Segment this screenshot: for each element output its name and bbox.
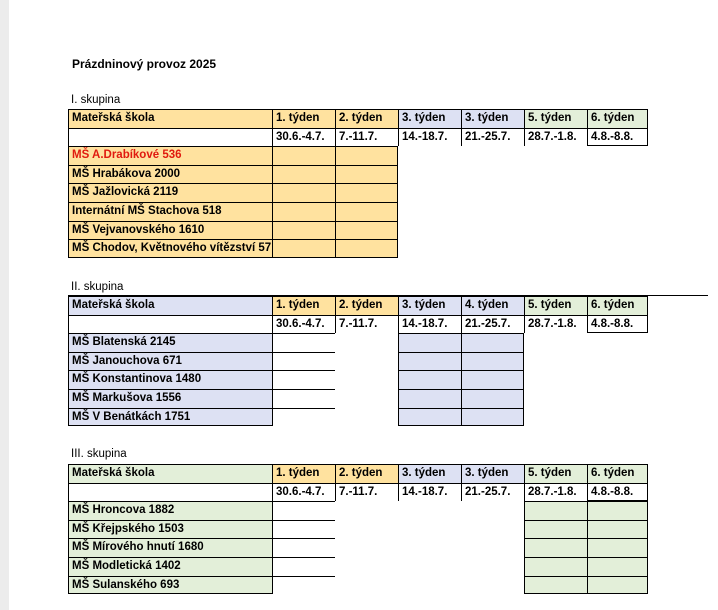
week-header: 3. týden [398,296,461,315]
week-cell [524,576,587,595]
week-header: 4. týden [461,296,524,315]
week-header: 6. týden [587,109,648,128]
spacer-cell [272,520,335,539]
school-row [68,370,648,389]
date-range: 14.-18.7. [398,315,461,334]
spacer-cell [272,538,335,557]
week-cell [587,557,648,576]
school-row [68,239,648,258]
spacer-cell [335,557,398,576]
week-header: 6. týden [587,296,648,315]
header-row [68,296,648,315]
week-header: 3. týden [398,464,461,483]
school-row [68,520,648,539]
date-range: 30.6.-4.7. [272,315,335,334]
school-row [68,146,648,165]
spacer-cell [335,408,398,427]
week-cell [587,520,648,539]
week-header: 2. týden [335,296,398,315]
empty-cell [68,128,272,147]
school-name: MŠ Sulanského 693 [68,576,272,595]
date-range: 7.-11.7. [335,315,398,334]
week-header: 3. týden [461,109,524,128]
week-cell [335,239,398,258]
week-cell [398,352,461,371]
school-name: MŠ Vejvanovského 1610 [68,221,272,240]
week-header: 6. týden [587,464,648,483]
header-row [68,464,648,483]
spacer-cell [272,557,335,576]
spacer-cell [398,501,461,520]
date-range: 21.-25.7. [461,315,524,334]
spacer-cell [335,520,398,539]
school-row [68,183,648,202]
week-cell [398,408,461,427]
spacer-cell [272,501,335,520]
week-header: 5. týden [524,296,587,315]
spacer-cell [461,520,524,539]
spacer-cell [461,501,524,520]
page-edge [0,0,9,610]
week-header: 3. týden [461,464,524,483]
date-range: 21.-25.7. [461,128,524,147]
date-range: 7.-11.7. [335,483,398,502]
date-range: 14.-18.7. [398,483,461,502]
spacer-cell [272,576,335,595]
document-title: Prázdninový provoz 2025 [72,57,217,71]
week-cell [524,501,587,520]
school-row [68,557,648,576]
spacer-cell [272,389,335,408]
dates-row [68,315,648,334]
week-header: 3. týden [398,109,461,128]
week-cell [461,408,524,427]
school-name: MŠ Blatenská 2145 [68,333,272,352]
week-cell [461,389,524,408]
spacer-cell [335,333,398,352]
school-name: MŠ Hrabákova 2000 [68,165,272,184]
school-name: MŠ Janouchova 671 [68,352,272,371]
week-header: 1. týden [272,296,335,315]
school-name: MŠ Modletická 1402 [68,557,272,576]
week-cell [398,389,461,408]
empty-cell [68,483,272,502]
date-range: 28.7.-1.8. [524,128,587,147]
date-range: 21.-25.7. [461,483,524,502]
group-3-label: III. skupina [71,448,127,460]
school-row [68,202,648,221]
week-cell [461,333,524,352]
school-name: MŠ Hroncova 1882 [68,501,272,520]
spacer-cell [335,501,398,520]
spacer-cell [272,408,335,427]
date-range: 4.8.-8.8. [587,128,648,147]
week-cell [398,333,461,352]
spacer-cell [398,520,461,539]
week-cell [335,165,398,184]
week-header: 2. týden [335,464,398,483]
dates-row [68,128,648,147]
date-range: 4.8.-8.8. [587,315,648,334]
spacer-cell [335,538,398,557]
school-name: MŠ Mírového hnutí 1680 [68,538,272,557]
week-cell [335,202,398,221]
spacer-cell [398,576,461,595]
spacer-cell [272,352,335,371]
week-cell [272,202,335,221]
week-cell [524,520,587,539]
week-header: 1. týden [272,464,335,483]
week-cell [272,239,335,258]
spacer-cell [335,389,398,408]
week-cell [272,221,335,240]
school-row [68,501,648,520]
date-range: 28.7.-1.8. [524,315,587,334]
week-cell [587,538,648,557]
spacer-cell [272,333,335,352]
school-row [68,165,648,184]
date-range: 30.6.-4.7. [272,128,335,147]
group-1-table [68,109,648,258]
school-column-header: Mateřská škola [68,109,272,128]
school-column-header: Mateřská škola [68,296,272,315]
school-name: MŠ A.Drabíkové 536 [68,146,272,165]
school-column-header: Mateřská škola [68,464,272,483]
spacer-cell [398,538,461,557]
school-row [68,538,648,557]
week-cell [524,538,587,557]
school-row [68,333,648,352]
week-header: 5. týden [524,464,587,483]
school-name: MŠ Jažlovická 2119 [68,183,272,202]
group-1-label: I. skupina [71,94,121,106]
dates-row [68,483,648,502]
spacer-cell [461,557,524,576]
school-name: MŠ Konstantinova 1480 [68,370,272,389]
empty-cell [68,315,272,334]
date-range: 30.6.-4.7. [272,483,335,502]
group-2-label: II. skupina [71,281,124,293]
school-name: MŠ V Benátkách 1751 [68,408,272,427]
school-row [68,408,648,427]
spacer-cell [461,576,524,595]
school-row [68,389,648,408]
school-name: MŠ Chodov, Květnového vítězství 57 [68,239,272,258]
week-cell [461,370,524,389]
spacer-cell [335,576,398,595]
school-row [68,221,648,240]
date-range: 4.8.-8.8. [587,483,648,502]
week-cell [398,370,461,389]
spacer-cell [461,538,524,557]
week-cell [461,352,524,371]
week-cell [272,165,335,184]
week-header: 2. týden [335,109,398,128]
week-cell [335,146,398,165]
group-3-table [68,464,648,594]
week-header: 1. týden [272,109,335,128]
date-range: 28.7.-1.8. [524,483,587,502]
spacer-cell [272,370,335,389]
week-cell [272,146,335,165]
week-cell [587,501,648,520]
spacer-cell [335,370,398,389]
date-range: 7.-11.7. [335,128,398,147]
header-row [68,109,648,128]
week-cell [587,576,648,595]
school-name: MŠ Křejpského 1503 [68,520,272,539]
group-2-table [68,296,648,426]
spacer-cell [335,352,398,371]
school-name: Internátní MŠ Stachova 518 [68,202,272,221]
date-range: 14.-18.7. [398,128,461,147]
week-cell [335,221,398,240]
school-row [68,352,648,371]
week-header: 5. týden [524,109,587,128]
school-name: MŠ Markušova 1556 [68,389,272,408]
week-cell [272,183,335,202]
spacer-cell [398,557,461,576]
week-cell [335,183,398,202]
school-row [68,576,648,595]
week-cell [524,557,587,576]
